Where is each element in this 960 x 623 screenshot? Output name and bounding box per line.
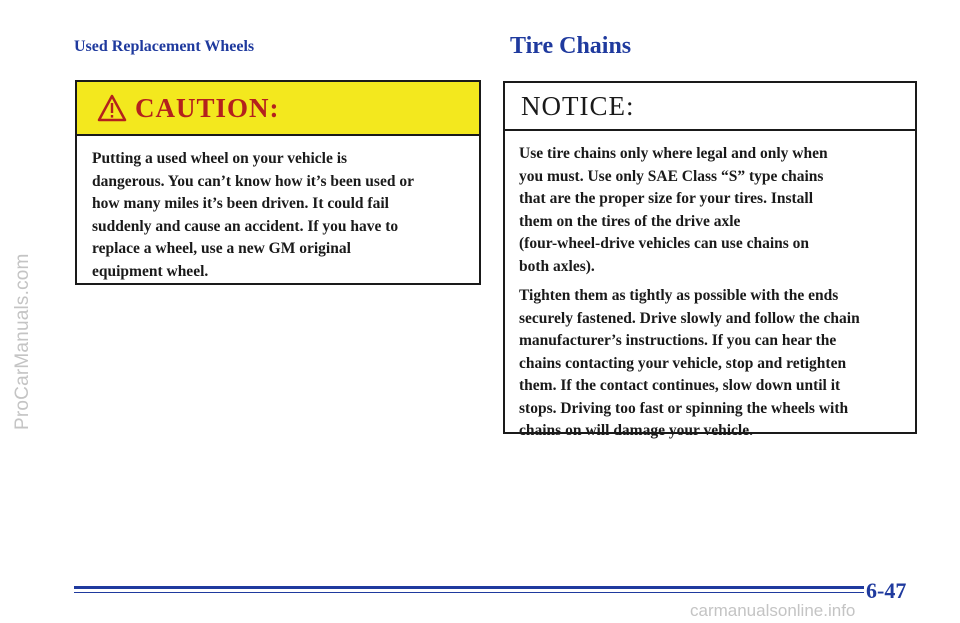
notice-line: you must. Use only SAE Class “S” type chains	[519, 167, 824, 185]
notice-title: NOTICE:	[521, 90, 635, 121]
notice-line: Use tire chains only where legal and only when	[519, 145, 828, 162]
caution-box	[75, 80, 481, 285]
notice-line: chains on will damage your vehicle.	[519, 422, 753, 439]
warning-triangle-icon	[97, 94, 127, 122]
watermark: ProCarManuals.com	[12, 253, 33, 430]
notice-line: Tighten them as tightly as possible with the ends	[519, 287, 839, 304]
notice-line: both axles).	[519, 257, 595, 275]
footer-rule	[74, 586, 864, 589]
section-heading-tire-chains: Tire Chains	[510, 33, 632, 59]
caution-line: Putting a used wheel on your vehicle is	[92, 150, 348, 167]
notice-paragraph-2	[519, 285, 901, 443]
caution-text	[77, 136, 479, 283]
caution-line: replace a wheel, use a new GM original	[92, 240, 351, 257]
caution-header	[77, 82, 479, 136]
caution-line: dangerous. You can’t know how it’s been used or	[92, 172, 414, 190]
notice-line: them on the tires of the drive axle	[519, 212, 741, 230]
notice-header	[505, 83, 915, 131]
caution-line: how many miles it’s been driven. It could fail	[92, 195, 389, 212]
notice-line: manufacturer’s instructions. If you can hear the	[519, 332, 837, 349]
caution-line: suddenly and cause an accident. If you have to	[92, 217, 399, 235]
section-heading-used-wheels: Used Replacement Wheels	[74, 38, 255, 55]
footer-watermark: carmanualsonline.info	[690, 601, 856, 620]
notice-line: that are the proper size for your tires. Install	[519, 190, 814, 207]
footer-rule-thin	[74, 592, 864, 593]
notice-line: chains contacting your vehicle, stop and retighten	[519, 354, 847, 372]
notice-paragraph-1	[519, 143, 901, 278]
notice-line: them. If the contact continues, slow down until it	[519, 377, 841, 394]
notice-line: (four-wheel-drive vehicles can use chains on	[519, 235, 810, 252]
page-number: 6-47	[866, 578, 907, 603]
notice-line: stops. Driving too fast or spinning the wheels with	[519, 399, 849, 417]
notice-box	[503, 81, 917, 439]
notice-text	[505, 131, 915, 443]
caution-line: equipment wheel.	[92, 262, 209, 280]
notice-line: securely fastened. Drive slowly and follow the chain	[519, 309, 860, 327]
caution-title: CAUTION:	[135, 92, 280, 123]
